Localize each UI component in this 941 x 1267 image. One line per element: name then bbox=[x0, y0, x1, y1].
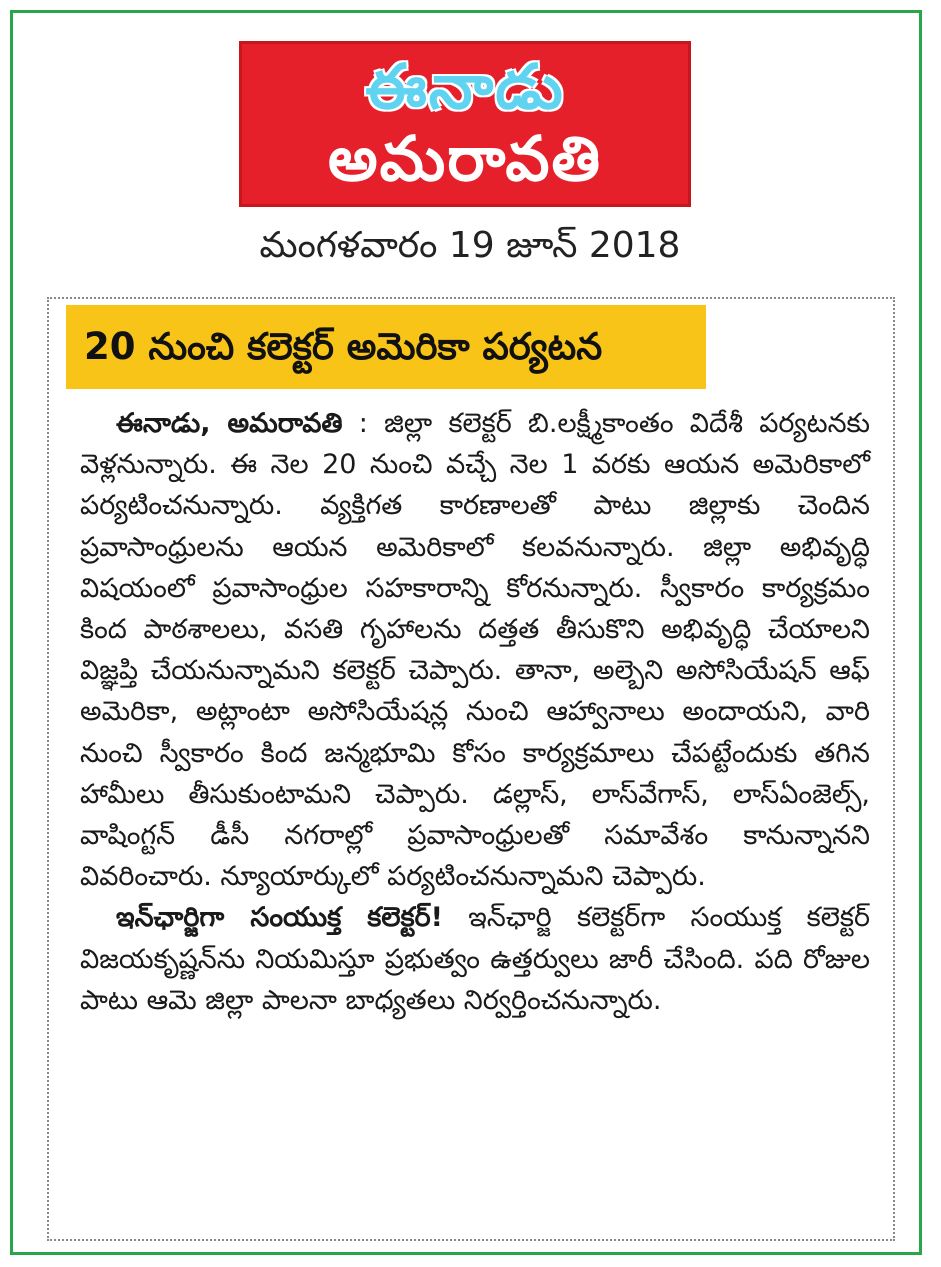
paragraph-2-text: ఇన్‌ఛార్జి కలెక్టర్‌గా సంయుక్త కలెక్టర్ విజయకృష్ణన్‌ను నియమిస్తూ ప్రభుత్వం ఉత్తర్వులు జారీ చేసింది. పది రోజుల పాటు ఆమె జిల్లా పాలనా బాధ్యతలు నిర్వర్తించనున్నారు. bbox=[80, 902, 870, 1016]
article-paragraph-2 bbox=[80, 897, 870, 1021]
publication-date: మంగళవారం 19 జూన్ 2018 bbox=[259, 225, 681, 266]
masthead-title-line1: ఈనాడు bbox=[365, 50, 565, 123]
newspaper-masthead-logo bbox=[239, 41, 691, 207]
paragraph-1-text: : జిల్లా కలెక్టర్ బి.లక్ష్మీకాంతం విదేశీ పర్యటనకు వెళ్లనున్నారు. ఈ నెల 20 నుంచి వచ్చే నెల 1 వరకు ఆయన అమెరికాలో పర్యటించనున్నారు. వ్యక్తిగత కారణాలతో పాటు జిల్లాకు చెందిన ప్రవాసాంధ్రులను ఆయన అమెరికాలో కలవనున్నారు. జిల్లా అభివృద్ధి విషయంలో ప్రవాసాంధ్రుల సహకారాన్ని కోరనున్నారు. స్వీకారం కార్యక్రమం కింద పాఠశాలలు, వసతి గృహాలను దత్తత తీసుకొని అభివృద్ధి చేయాలని విజ్ఞప్తి చేయనున్నామని కలెక్టర్ చెప్పారు. తానా, అల్బెని అసోసియేషన్ ఆఫ్ అమెరికా, అట్లాంటా అసోసియేషన్ల నుంచి ఆహ్వానాలు అందాయని, వారి నుంచి స్వీకారం కింద జన్మభూమి కోసం కార్యక్రమాలు చేపట్టేందుకు తగిన హామీలు తీసుకుంటామని చెప్పారు. డల్లాస్, లాస్‌వేగాస్, లాస్‌ఏంజెల్స్, వాషింగ్టన్ డీసీ నగరాల్లో ప్రవాసాంధ్రులతో సమావేశం కానున్నానని వివరించారు. న్యూయార్కులో పర్యటించనున్నామని చెప్పారు. bbox=[80, 408, 870, 893]
subhead-lead: ఇన్‌ఛార్జిగా సంయుక్త కలెక్టర్! bbox=[116, 902, 443, 934]
headline-band bbox=[66, 305, 706, 389]
article-paragraph-1 bbox=[80, 403, 870, 897]
masthead-title-line2: అమరావతి bbox=[328, 122, 602, 195]
article-headline: 20 నుంచి కలెక్టర్ అమెరికా పర్యటన bbox=[84, 325, 603, 368]
article-body bbox=[80, 403, 870, 1021]
dateline-lead: ఈనాడు, అమరావతి bbox=[116, 408, 343, 439]
